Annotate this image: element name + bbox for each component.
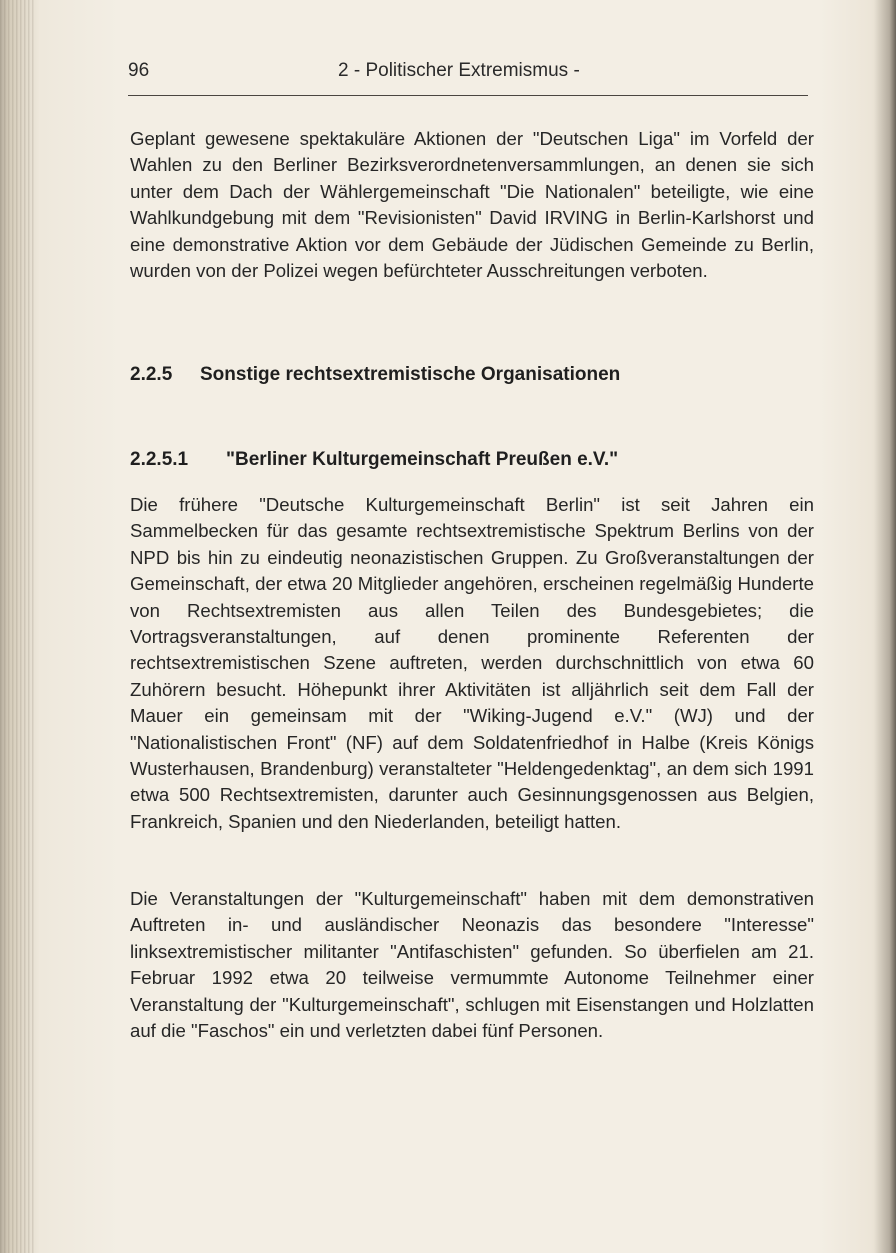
page-edge-shadow [874, 0, 896, 1253]
page-header [128, 60, 808, 88]
page-binding [0, 0, 34, 1253]
subsection-heading [130, 449, 618, 471]
subsection-title: "Berliner Kulturgemeinschaft Preußen e.V." [226, 449, 619, 470]
section-number: 2.2.5 [130, 364, 173, 385]
paragraph-2: Die frühere "Deutsche Kulturgemeinschaft Berlin" ist seit Jahren ein Sammelbecken für das gesamte rechtsextremistische Spektrum Berlins von der NPD bis hin zu eindeutig neonazistischen Gruppen. Zu Großveranstaltungen der Gemeinschaft, der etwa 20 Mitglieder angehören, erscheinen regelmäßig Hunderte von Rechtsextremisten aus allen Teilen des Bundesgebietes; die Vortragsveranstaltungen, auf denen prominente Referenten der rechtsextremistischen Szene auftreten, werden durchschnittlich von etwa 60 Zuhörern besucht. Höhepunkt ihrer Aktivitäten ist alljährlich seit dem Fall der Mauer ein gemeinsam mit der "Wiking-Jugend e.V." (WJ) und der "Nationalistischen Front" (NF) auf dem Soldatenfriedhof in Halbe (Kreis Königs Wusterhausen, Brandenburg) veranstalteter "Heldengedenktag", an dem sich 1991 etwa 500 Rechtsextremisten, darunter auch Gesinnungsgenossen aus Belgien, Frankreich, Spanien und den Niederlanden, beteiligt hatten. [130, 494, 814, 832]
header-rule [128, 95, 808, 96]
paragraph-1: Geplant gewesene spektakuläre Aktionen der "Deutschen Liga" im Vorfeld der Wahlen zu den Berliner Bezirksverordnetenversammlungen, an denen sie sich unter dem Dach der Wählergemeinschaft "Die Nationalen" beteiligte, wie eine Wahlkundgebung mit dem "Revisionisten" David IRVING in Berlin-Karlshorst und eine demonstrative Aktion vor dem Gebäude der Jüdischen Gemeinde zu Berlin, wurden von der Polizei wegen befürchteter Ausschreitungen verboten. [130, 128, 814, 282]
subsection-number: 2.2.5.1 [130, 449, 189, 470]
running-head: 2 - Politischer Extremismus - [338, 60, 580, 81]
section-title: Sonstige rechtsextremistische Organisationen [200, 364, 621, 385]
page-number: 96 [128, 60, 150, 81]
paragraph-3: Die Veranstaltungen der "Kulturgemeinschaft" haben mit dem demonstrativen Auftreten in- und ausländischer Neonazis das besondere "Interesse" linksextremistischer militanter "Antifaschisten" gefunden. So überfielen am 21. Februar 1992 etwa 20 teilweise vermummte Autonome Teilnehmer einer Veranstaltung der "Kulturgemeinschaft", schlugen mit Eisenstangen und Holzlatten auf die "Faschos" ein und verletzten dabei fünf Personen. [130, 888, 814, 1042]
section-heading [130, 364, 620, 386]
